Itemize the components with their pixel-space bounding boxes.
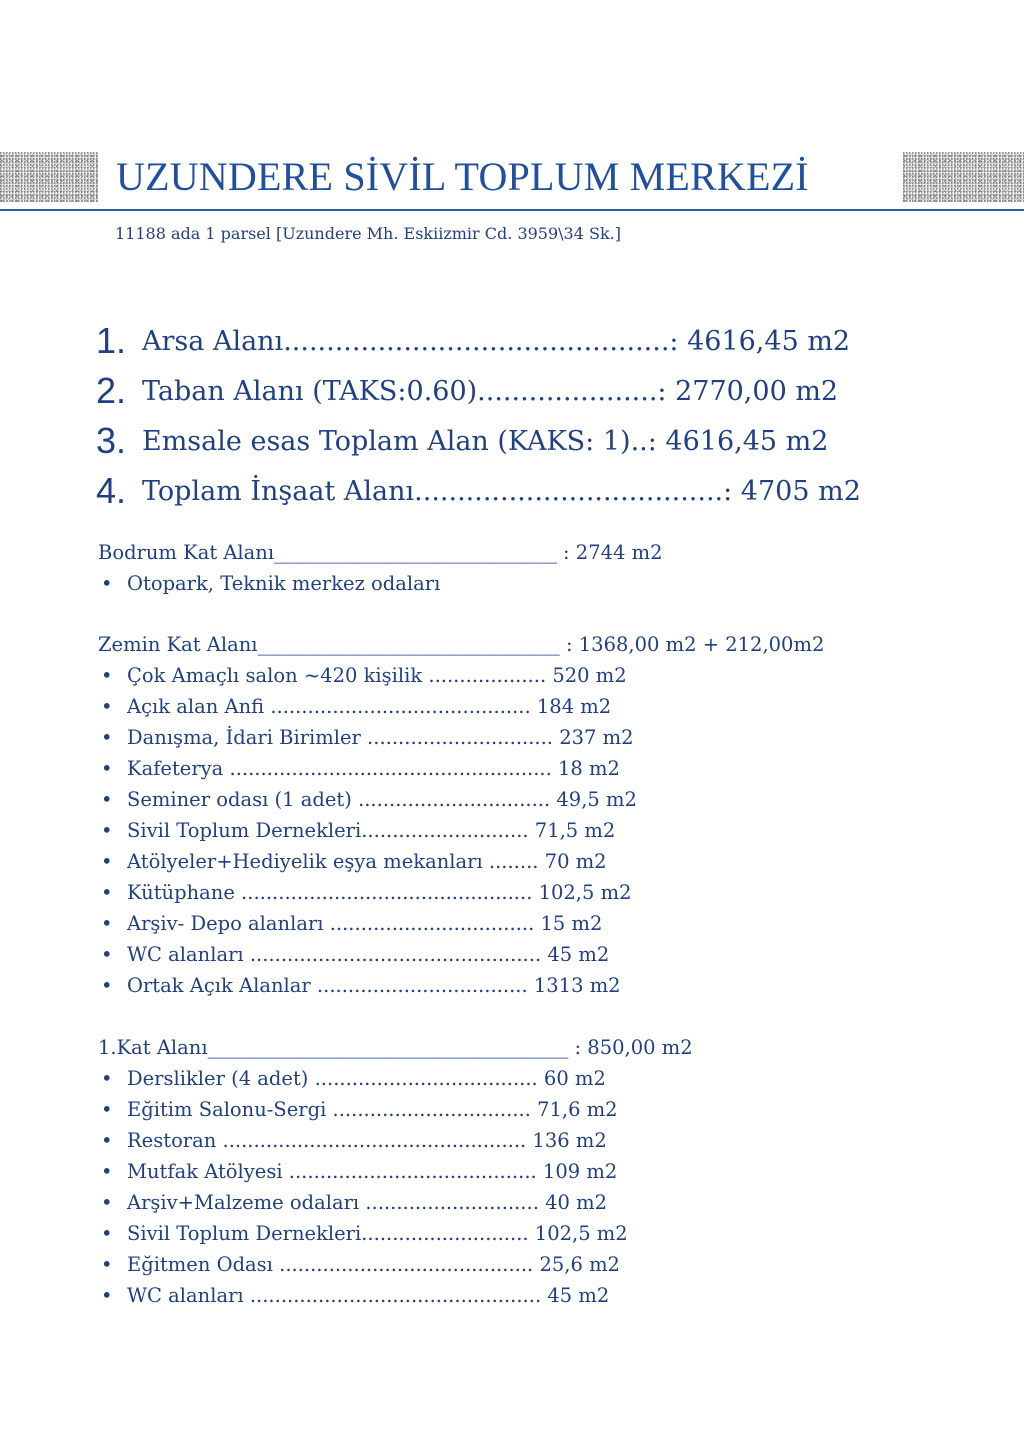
header-texture-left xyxy=(0,152,98,202)
bullet: • xyxy=(101,1222,113,1245)
summary-row xyxy=(96,316,861,366)
list-item-text: Mutfak Atölyesi ........................................ 109 m2 xyxy=(127,1160,618,1183)
list-item-text: Sivil Toplum Dernekleri........................... 71,5 m2 xyxy=(127,819,616,842)
list-item-text: Atölyeler+Hediyelik eşya mekanları ........ 70 m2 xyxy=(127,850,607,873)
bullet: • xyxy=(101,572,113,595)
list-item xyxy=(98,1156,693,1187)
list-item xyxy=(98,568,663,599)
bullet: • xyxy=(101,912,113,935)
list-item xyxy=(98,939,824,970)
list-item-text: Açık alan Anfi .......................................... 184 m2 xyxy=(127,695,612,718)
header-texture-right xyxy=(903,152,1024,202)
bullet: • xyxy=(101,757,113,780)
page-title: UZUNDERE SİVİL TOPLUM MERKEZİ xyxy=(116,154,809,199)
list-item xyxy=(98,970,824,1001)
list-item-text: Arşiv+Malzeme odaları ............................ 40 m2 xyxy=(127,1191,608,1214)
bullet: • xyxy=(101,881,113,904)
list-item-text: Kafeterya .................................................... 18 m2 xyxy=(127,757,620,780)
list-item xyxy=(98,846,824,877)
bullet: • xyxy=(101,664,113,687)
list-item xyxy=(98,908,824,939)
summary-text: Arsa Alanı.............................................: 4616,45 m2 xyxy=(142,325,851,357)
area-summary xyxy=(96,316,861,516)
list-item xyxy=(98,815,824,846)
list-item xyxy=(98,1218,693,1249)
summary-text: Toplam İnşaat Alanı....................................: 4705 m2 xyxy=(142,475,861,507)
list-item-text: Arşiv- Depo alanları ................................. 15 m2 xyxy=(127,912,603,935)
bullet: • xyxy=(101,695,113,718)
bullet: • xyxy=(101,726,113,749)
bullet: • xyxy=(101,1067,113,1090)
ground-floor-heading: Zemin Kat Alanı_______________________________ : 1368,00 m2 + 212,00m2 xyxy=(98,633,825,656)
list-item-text: Kütüphane ............................................... 102,5 m2 xyxy=(127,881,632,904)
list-item xyxy=(98,753,824,784)
list-item xyxy=(98,1280,693,1311)
bullet: • xyxy=(101,1098,113,1121)
list-item xyxy=(98,784,824,815)
basement-section xyxy=(98,537,663,599)
parcel-subtitle: 11188 ada 1 parsel [Uzundere Mh. Eskiizmir Cd. 3959\34 Sk.] xyxy=(115,224,621,243)
list-item xyxy=(98,1125,693,1156)
list-item xyxy=(98,722,824,753)
list-item xyxy=(98,1063,693,1094)
bullet: • xyxy=(101,850,113,873)
summary-row xyxy=(96,466,861,516)
list-item-text: Restoran ................................................. 136 m2 xyxy=(127,1129,607,1152)
list-item-text: Çok Amaçlı salon ~420 kişilik ................... 520 m2 xyxy=(127,664,627,687)
list-item-text: Eğitim Salonu-Sergi ................................ 71,6 m2 xyxy=(127,1098,618,1121)
summary-text: Emsale esas Toplam Alan (KAKS: 1)..: 4616,45 m2 xyxy=(142,425,829,457)
bullet: • xyxy=(101,819,113,842)
bullet: • xyxy=(101,788,113,811)
list-item-text: WC alanları ............................................... 45 m2 xyxy=(127,943,610,966)
list-item xyxy=(98,877,824,908)
list-item xyxy=(98,660,824,691)
summary-number: 4. xyxy=(96,470,127,511)
list-item-text: Seminer odası (1 adet) ............................... 49,5 m2 xyxy=(127,788,637,811)
summary-number: 2. xyxy=(96,370,127,411)
bullet: • xyxy=(101,943,113,966)
list-item-text: Eğitmen Odası ......................................... 25,6 m2 xyxy=(127,1253,620,1276)
summary-row xyxy=(96,366,861,416)
list-item xyxy=(98,1187,693,1218)
summary-number: 3. xyxy=(96,420,127,461)
list-item-text: Sivil Toplum Dernekleri........................... 102,5 m2 xyxy=(127,1222,628,1245)
first-floor-heading: 1.Kat Alanı_____________________________________ : 850,00 m2 xyxy=(98,1036,693,1059)
bullet: • xyxy=(101,1129,113,1152)
summary-number: 1. xyxy=(96,320,127,361)
list-item-text: Danışma, İdari Birimler .............................. 237 m2 xyxy=(127,726,634,749)
list-item xyxy=(98,1094,693,1125)
list-item xyxy=(98,691,824,722)
bullet: • xyxy=(101,974,113,997)
list-item-text: WC alanları ............................................... 45 m2 xyxy=(127,1284,610,1307)
ground-floor-section xyxy=(98,629,824,1001)
bullet: • xyxy=(101,1191,113,1214)
list-item-text: Ortak Açık Alanlar .................................. 1313 m2 xyxy=(127,974,621,997)
first-floor-section xyxy=(98,1032,693,1311)
basement-heading: Bodrum Kat Alanı_____________________________ : 2744 m2 xyxy=(98,541,663,564)
list-item xyxy=(98,1249,693,1280)
bullet: • xyxy=(101,1284,113,1307)
summary-row xyxy=(96,416,861,466)
list-item-text: Otopark, Teknik merkez odaları xyxy=(127,572,441,595)
summary-text: Taban Alanı (TAKS:0.60).....................: 2770,00 m2 xyxy=(142,375,839,407)
title-divider xyxy=(0,209,1024,211)
bullet: • xyxy=(101,1160,113,1183)
bullet: • xyxy=(101,1253,113,1276)
list-item-text: Derslikler (4 adet) .................................... 60 m2 xyxy=(127,1067,606,1090)
